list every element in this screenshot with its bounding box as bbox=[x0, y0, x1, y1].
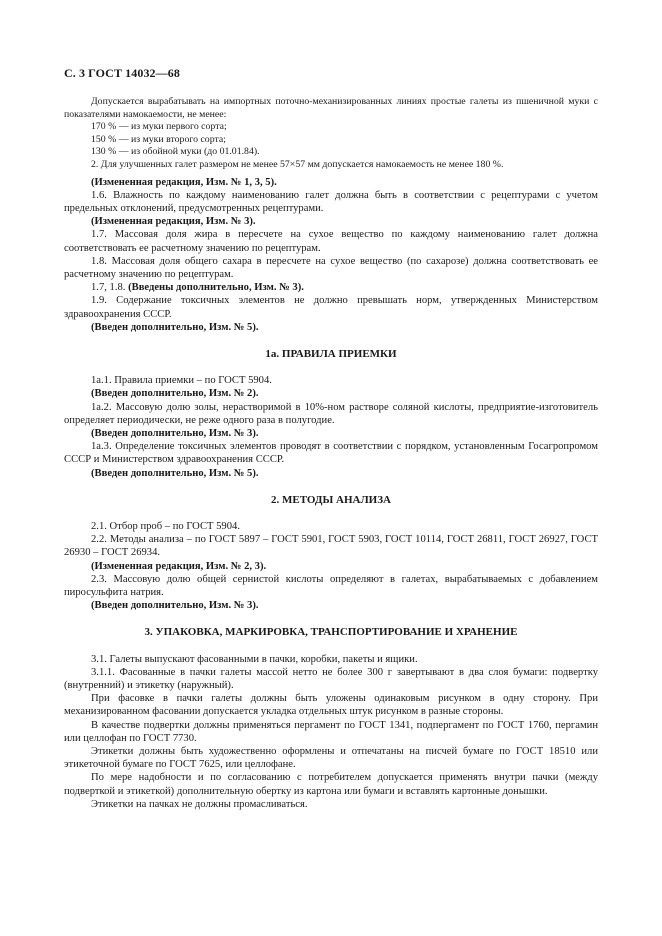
clause-2-1: 2.1. Отбор проб – по ГОСТ 5904. bbox=[91, 521, 240, 533]
paragraph: При фасовке в пачки галеты должны быть уложены одинаковым рисунком в одну сторону. При механизированном фасовании допускается укладка отдельных штук рисунком в разные стороны. bbox=[64, 693, 598, 718]
paragraph: Этикетки должны быть художественно оформлены и отпечатаны на писчей бумаге по ГОСТ 18510 или этикеточной бумаге по ГОСТ 7625, или целлофане. bbox=[64, 746, 598, 771]
paragraph: В качестве подвертки должны применяться пергамент по ГОСТ 1341, подпергамент по ГОСТ 1760, пергамин или целлофан по ГОСТ 7730. bbox=[64, 719, 598, 744]
page-header: С. 3 ГОСТ 14032—68 bbox=[64, 66, 180, 80]
intro-paragraph: Допускается вырабатывать на импортных поточно-механизированных линиях простые галеты из пшеничной муки с показателями намокаемости, не менее: bbox=[64, 96, 598, 120]
clause-1-9: 1.9. Содержание токсичных элементов не должно превышать норм, утвержденных Министерством здравоохранения СССР. bbox=[64, 295, 598, 320]
intro-item: 130 % — из обойной муки (до 01.01.84). bbox=[91, 146, 260, 158]
amendment-note: (Введены дополнительно, Изм. № 3). bbox=[128, 282, 304, 294]
clause-1a-2: 1а.2. Массовую долю золы, нерастворимой в 10%-ном растворе соляной кислоты, предприятие-изготовитель определяет периодически, не реже одного раза в полугодие. bbox=[64, 401, 598, 426]
clause-1a-3: 1а.3. Определение токсичных элементов проводят в соответствии с порядком, установленным Госагропромом СССР и Министерством здравоохранения СССР. bbox=[64, 441, 598, 466]
section-title-2: 2. МЕТОДЫ АНАЛИЗА bbox=[271, 493, 391, 506]
clause-1-6: 1.6. Влажность по каждому наименованию галет должна быть в соответствии с рецептурами с учетом предельных отклонений, предусмотренных рецептурами. bbox=[64, 189, 598, 214]
section-title-1a: 1а. ПРАВИЛА ПРИЕМКИ bbox=[265, 348, 397, 360]
clause-2-2: 2.2. Методы анализа – по ГОСТ 5897 – ГОСТ 5901, ГОСТ 5903, ГОСТ 10114, ГОСТ 26811, ГОСТ 26927, ГОСТ 26930 – ГОСТ 26934. bbox=[64, 534, 598, 559]
paragraph: По мере надобности и по согласованию с потребителем допускается применять внутри пачки (между подверткой и этикеткой) дополнительную обертку из картона или бумаги и вставлять картонные донышки. bbox=[64, 772, 598, 797]
paragraph: Этикетки на пачках не должны промасливаться. bbox=[91, 798, 308, 810]
amendment-note: (Измененная редакция, Изм. № 1, 3, 5). bbox=[91, 176, 277, 188]
amendment-note: (Введен дополнительно, Изм. № 3). bbox=[91, 428, 259, 440]
clause-1-7-1-8 bbox=[64, 281, 598, 294]
intro-item: 150 % — из муки второго сорта; bbox=[91, 133, 226, 145]
clause-3-1-1: 3.1.1. Фасованные в пачки галеты массой нетто не более 300 г завертывают в два слоя бумаги: подвертку (внутренний) и этикетку (наружный). bbox=[64, 666, 598, 692]
amendment-note: (Измененная редакция, Изм. № 3). bbox=[91, 216, 256, 228]
amendment-note: (Введен дополнительно, Изм. № 5). bbox=[91, 321, 259, 333]
section-title-3: 3. УПАКОВКА, МАРКИРОВКА, ТРАНСПОРТИРОВАНИЕ И ХРАНЕНИЕ bbox=[144, 626, 518, 639]
clause-1a-1: 1а.1. Правила приемки – по ГОСТ 5904. bbox=[91, 375, 272, 387]
amendment-note: (Введен дополнительно, Изм. № 3). bbox=[91, 600, 259, 612]
intro-item: 2. Для улучшенных галет размером не менее 57×57 мм допускается намокаемость не менее 180 %. bbox=[91, 158, 504, 170]
amendment-note: (Введен дополнительно, Изм. № 5). bbox=[91, 467, 259, 479]
amendment-note: (Введен дополнительно, Изм. № 2). bbox=[91, 388, 259, 400]
page-content bbox=[64, 96, 598, 811]
clause-1-8: 1.8. Массовая доля общего сахара в пересчете на сухое вещество (по сахарозе) должна соответствовать ее расчетному значению по рецептурам. bbox=[64, 255, 598, 280]
clause-ref: 1.7, 1.8. bbox=[91, 282, 126, 294]
intro-item: 170 % — из муки первого сорта; bbox=[91, 121, 227, 133]
amendment-note: (Измененная редакция, Изм. № 2, 3). bbox=[91, 560, 267, 572]
clause-2-3: 2.3. Массовую долю общей сернистой кислоты определяют в галетах, вырабатываемых с добавлением пиросульфита натрия. bbox=[64, 573, 598, 599]
clause-3-1: 3.1. Галеты выпускают фасованными в пачки, коробки, пакеты и ящики. bbox=[91, 653, 418, 665]
clause-1-7: 1.7. Массовая доля жира в пересчете на сухое вещество по каждому наименованию галет должна соответствовать ее расчетному значению по рецептурам. bbox=[64, 229, 598, 254]
